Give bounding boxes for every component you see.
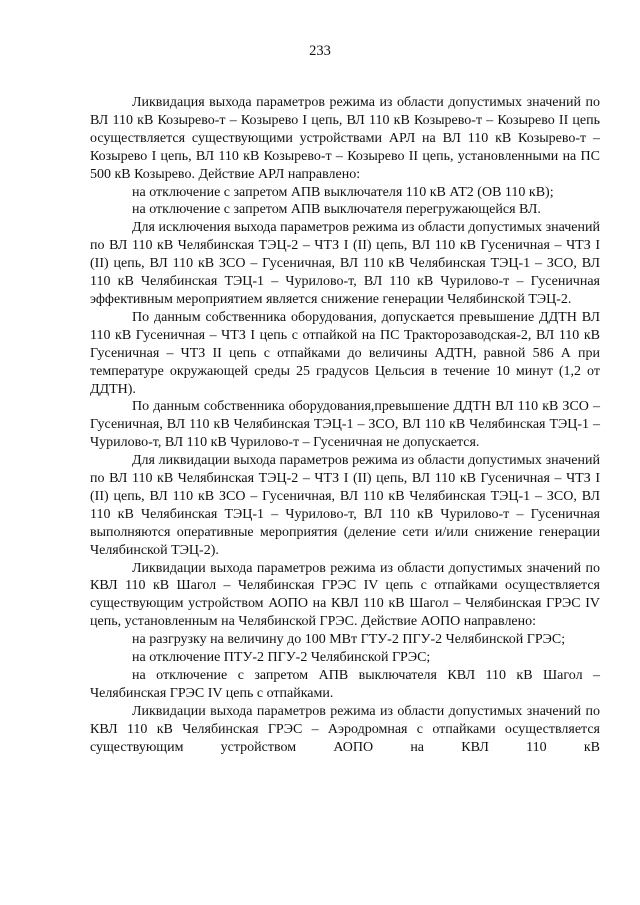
paragraph-arl-kozyrevo: Ликвидация выхода параметров режима из области допустимых значений по ВЛ 110 кВ Козырево-т – Козырево I цепь, ВЛ 110 кВ Козырево-т – Козырево II цепь осуществляется существующими устройствами АРЛ на ВЛ 110 кВ Козырево-т – Козырево I цепь, ВЛ 110 кВ Козырево-т – Козырево II цепь, установленными на ПС 500 кВ Козырево. Действие АРЛ направлено:	[90, 95, 600, 182]
paragraph-aopo-aerodromnaya: Ликвидации выхода параметров режима из области допустимых значений по КВЛ 110 кВ Челябинская ГРЭС – Аэродромная с отпайками осуществляется существующим устройством АОПО на КВЛ 110 кВ	[90, 703, 600, 755]
paragraph-operational-measures: Для ликвидации выхода параметров режима из области допустимых значений по ВЛ 110 кВ Челябинская ТЭЦ-2 – ЧТЗ I (II) цепь, ВЛ 110 кВ Гусеничная – ЧТЗ I (II) цепь, ВЛ 110 кВ ЗСО – Гусеничная, ВЛ 110 кВ Челябинская ТЭЦ-1 – ЗСО, ВЛ 110 кВ Челябинская ТЭЦ-1 – Чурилово-т, ВЛ 110 кВ Чурилово-т – Гусеничная выполняются оперативные мероприятия (деление сети и/или снижение генерации Челябинской ТЭЦ-2).	[90, 453, 600, 558]
list-item-at2-breaker: на отключение с запретом АПВ выключателя 110 кВ АТ2 (ОВ 110 кВ);	[132, 184, 554, 200]
page-number: 233	[309, 43, 331, 59]
list-item-ptu2-disconnect: на отключение ПТУ-2 ПГУ-2 Челябинской ГРЭС;	[132, 650, 431, 666]
list-item-gtu2-unload: на разгрузку на величину до 100 МВт ГТУ-2 ПГУ-2 Челябинской ГРЭС;	[132, 632, 566, 648]
paragraph-owner-data-gusenichnaya: По данным собственника оборудования, допускается превышение ДДТН ВЛ 110 кВ Гусеничная – ЧТЗ I цепь с отпайкой на ПС Тракторозаводская-2, ВЛ 110 кВ Гусеничная – ЧТЗ II цепь с отпайками до величины АДТН, равной 586 А при температуре окружающей среды 25 градусов Цельсия в течение 10 минут (1,2 от ДДТН).	[90, 309, 600, 397]
list-item-kvl-shagol-breaker: на отключение с запретом АПВ выключателя КВЛ 110 кВ Шагол – Челябинская ГРЭС IV цепь с отпайками.	[90, 668, 600, 701]
paragraph-aopo-shagol: Ликвидации выхода параметров режима из области допустимых значений по КВЛ 110 кВ Шагол – Челябинская ГРЭС IV цепь с отпайками осуществляется существующим устройством АОПО на КВЛ 110 кВ Шагол – Челябинская ГРЭС IV цепь, установленным на Челябинской ГРЭС. Действие АОПО направлено:	[90, 560, 600, 630]
document-body	[90, 94, 600, 757]
paragraph-prevention-tec2: Для исключения выхода параметров режима из области допустимых значений по ВЛ 110 кВ Челябинская ТЭЦ-2 – ЧТЗ I (II) цепь, ВЛ 110 кВ Гусеничная – ЧТЗ I (II) цепь, ВЛ 110 кВ ЗСО – Гусеничная, ВЛ 110 кВ Челябинская ТЭЦ-1 – ЗСО, ВЛ 110 кВ Челябинская ТЭЦ-1 – Чурилово-т, ВЛ 110 кВ Чурилово-т – Гусеничная эффективным мероприятием является снижение генерации Челябинской ТЭЦ-2.	[90, 220, 600, 307]
list-item-overloaded-line: на отключение с запретом АПВ выключателя перегружающейся ВЛ.	[132, 202, 541, 218]
paragraph-owner-data-not-allowed: По данным собственника оборудования,превышение ДДТН ВЛ 110 кВ ЗСО – Гусеничная, ВЛ 110 кВ Челябинская ТЭЦ-1 – ЗСО, ВЛ 110 кВ Челябинская ТЭЦ-1 – Чурилово-т, ВЛ 110 кВ Чурилово-т – Гусеничная не допускается.	[90, 399, 600, 451]
